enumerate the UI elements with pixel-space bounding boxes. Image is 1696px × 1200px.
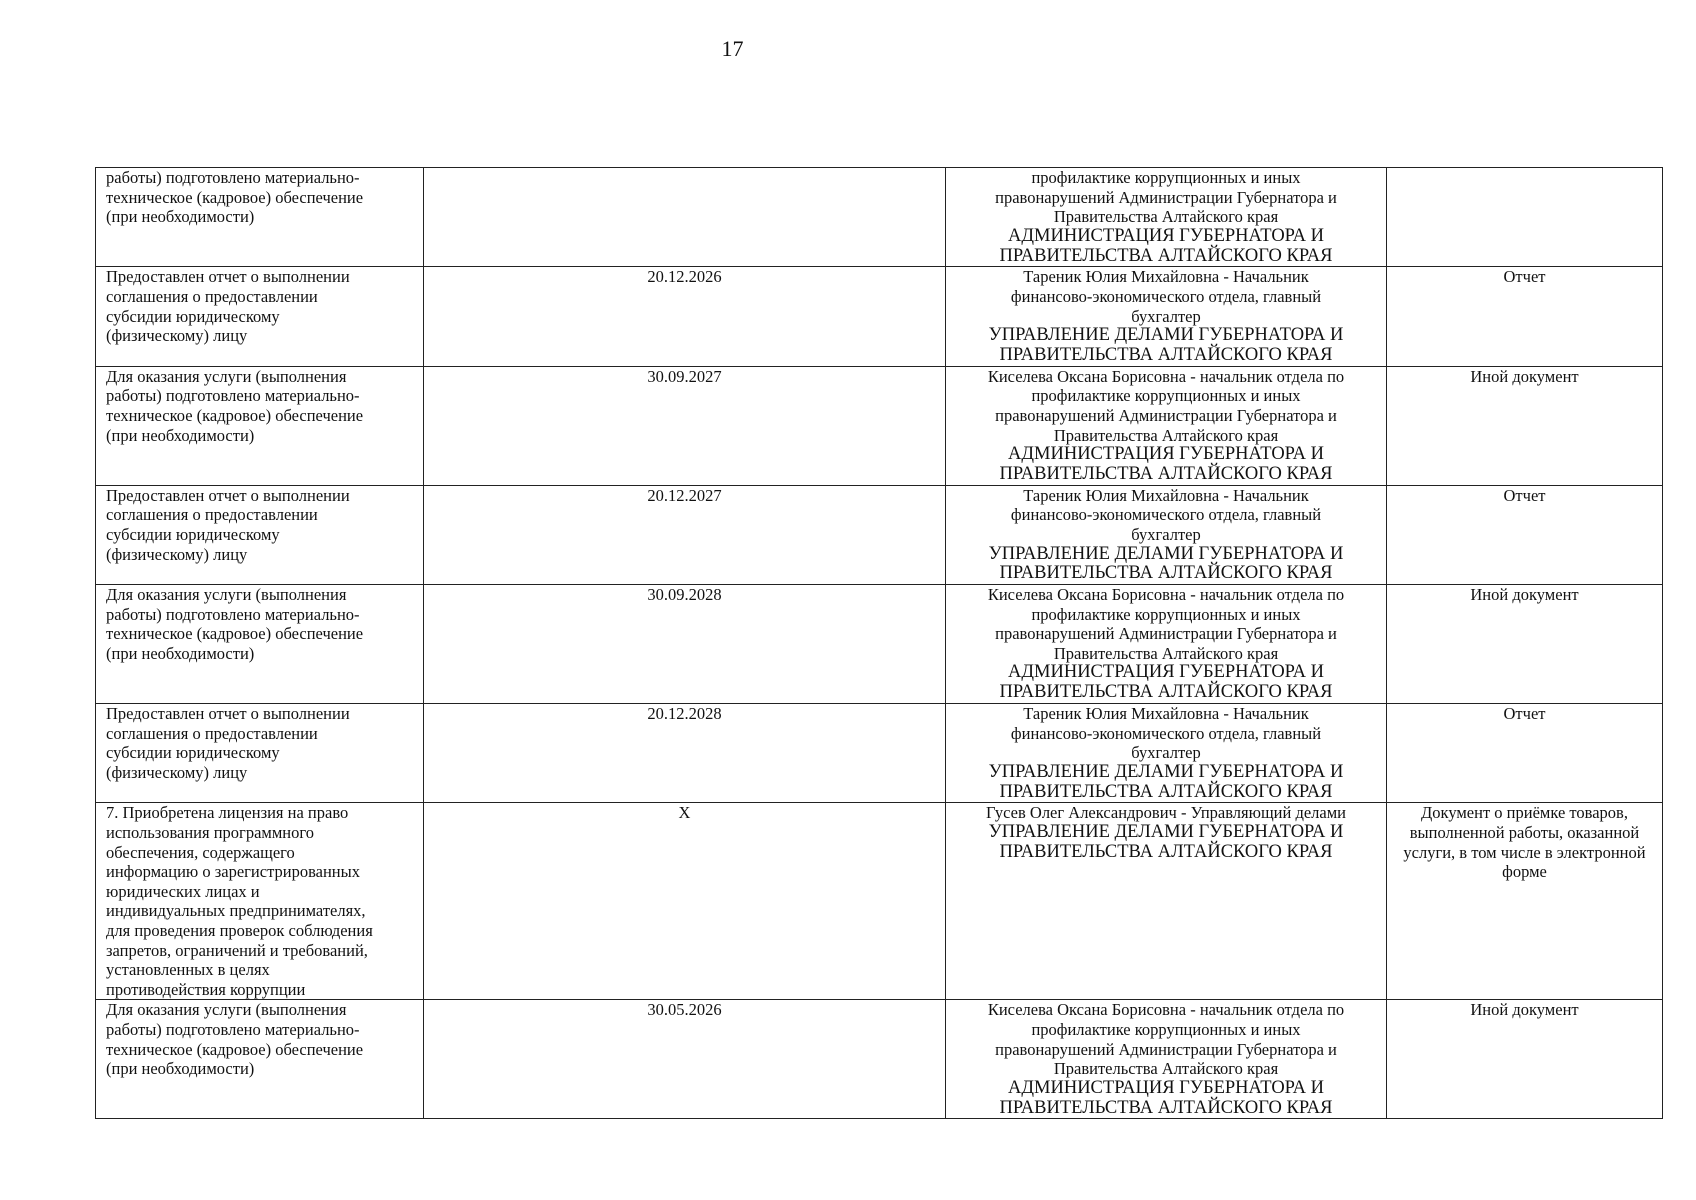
text-line: юридических лицах и <box>106 881 260 901</box>
text-line: (при необходимости) <box>106 207 255 227</box>
document-type-cell <box>1387 704 1663 803</box>
deadline-date: 20.12.2026 <box>647 267 722 287</box>
organization-line: АДМИНИСТРАЦИЯ ГУБЕРНАТОРА И <box>1008 1077 1324 1098</box>
text-line: обеспечения, содержащего <box>106 842 295 862</box>
deadline-cell <box>424 803 946 1000</box>
text-line: индивидуальных предпринимателях, <box>106 901 366 921</box>
document-type-cell <box>1387 803 1663 1000</box>
organization-line: ПРАВИТЕЛЬСТВА АЛТАЙСКОГО КРАЯ <box>999 682 1333 703</box>
organization-line: ПРАВИТЕЛЬСТВА АЛТАЙСКОГО КРАЯ <box>999 245 1333 266</box>
text-line: Тареник Юлия Михайловна - Начальник <box>1023 485 1309 505</box>
document-type-text: Отчет <box>1503 485 1546 505</box>
deadline-cell <box>424 1000 946 1119</box>
text-line: (при необходимости) <box>106 425 255 445</box>
text-line: использования программного <box>106 823 314 843</box>
table-row <box>96 267 1663 366</box>
text-line: профилактике коррупционных и иных <box>1031 1019 1301 1039</box>
plan-table <box>95 167 1663 1119</box>
text-line: правонарушений Администрации Губернатора и <box>995 405 1337 425</box>
table-row <box>96 704 1663 803</box>
document-type-text: Иной документ <box>1470 585 1579 605</box>
responsible-person-cell <box>946 366 1387 485</box>
organization-line: УПРАВЛЕНИЕ ДЕЛАМИ ГУБЕРНАТОРА И <box>988 822 1344 843</box>
organization-line: АДМИНИСТРАЦИЯ ГУБЕРНАТОРА И <box>1008 225 1324 246</box>
text-line: Правительства Алтайского края <box>1053 425 1279 445</box>
organization-line: УПРАВЛЕНИЕ ДЕЛАМИ ГУБЕРНАТОРА И <box>988 543 1344 564</box>
document-type-text: Иной документ <box>1470 1000 1579 1020</box>
event-description-cell <box>96 366 424 485</box>
document-type-cell <box>1387 267 1663 366</box>
text-line: 7. Приобретена лицензия на право <box>106 803 349 823</box>
text-line: Правительства Алтайского края <box>1053 1059 1279 1079</box>
text-line: финансово-экономического отдела, главный <box>1010 286 1322 306</box>
responsible-person-cell <box>946 267 1387 366</box>
event-description-cell <box>96 1000 424 1119</box>
organization-line: ПРАВИТЕЛЬСТВА АЛТАЙСКОГО КРАЯ <box>999 841 1333 862</box>
text-line: Киселева Оксана Борисовна - начальник отдела по <box>987 366 1345 386</box>
text-line: противодействия коррупции <box>106 979 306 999</box>
text-line: бухгалтер <box>1131 524 1201 544</box>
event-description-cell <box>96 585 424 704</box>
text-line: техническое (кадровое) обеспечение <box>106 1039 364 1059</box>
deadline-cell <box>424 485 946 584</box>
organization-line: ПРАВИТЕЛЬСТВА АЛТАЙСКОГО КРАЯ <box>999 781 1333 802</box>
text-line: правонарушений Администрации Губернатора и <box>995 1039 1337 1059</box>
document-type-text: Отчет <box>1503 704 1546 724</box>
document-type-text: Иной документ <box>1470 366 1579 386</box>
text-line: (при необходимости) <box>106 643 255 663</box>
text-line: финансово-экономического отдела, главный <box>1010 723 1322 743</box>
text-line: Киселева Оксана Борисовна - начальник отдела по <box>987 585 1345 605</box>
text-line: работы) подготовлено материально- <box>106 386 360 406</box>
text-line: соглашения о предоставлении <box>106 505 318 525</box>
text-line: установленных в целях <box>106 960 270 980</box>
deadline-cell <box>424 704 946 803</box>
text-line: (физическому) лицу <box>106 762 248 782</box>
event-description-cell <box>96 168 424 267</box>
document-type-cell <box>1387 366 1663 485</box>
organization-line: АДМИНИСТРАЦИЯ ГУБЕРНАТОРА И <box>1008 662 1324 683</box>
table-row <box>96 803 1663 1000</box>
responsible-person-cell <box>946 485 1387 584</box>
organization-line: УПРАВЛЕНИЕ ДЕЛАМИ ГУБЕРНАТОРА И <box>988 761 1344 782</box>
responsible-person-cell <box>946 803 1387 1000</box>
organization-line: АДМИНИСТРАЦИЯ ГУБЕРНАТОРА И <box>1008 444 1324 465</box>
text-line: профилактике коррупционных и иных <box>1031 386 1301 406</box>
deadline-cell <box>424 366 946 485</box>
text-line: финансово-экономического отдела, главный <box>1010 505 1322 525</box>
text-line: соглашения о предоставлении <box>106 723 318 743</box>
deadline-date: 20.12.2028 <box>647 704 722 724</box>
document-type-text: Отчет <box>1503 267 1546 287</box>
text-line: техническое (кадровое) обеспечение <box>106 187 364 207</box>
text-line: субсидии юридическому <box>106 306 280 326</box>
organization-line: ПРАВИТЕЛЬСТВА АЛТАЙСКОГО КРАЯ <box>999 1097 1333 1118</box>
table-row <box>96 485 1663 584</box>
deadline-date: 30.09.2028 <box>647 585 722 605</box>
document-type-cell <box>1387 1000 1663 1119</box>
responsible-person-cell <box>946 585 1387 704</box>
text-line: Правительства Алтайского края <box>1053 207 1279 227</box>
organization-line: ПРАВИТЕЛЬСТВА АЛТАЙСКОГО КРАЯ <box>999 463 1333 484</box>
text-line: Предоставлен отчет о выполнении <box>106 267 350 287</box>
text-line: Правительства Алтайского края <box>1053 643 1279 663</box>
deadline-date: X <box>678 803 691 823</box>
text-line: бухгалтер <box>1131 306 1201 326</box>
event-description-cell <box>96 485 424 584</box>
text-line: Гусев Олег Александрович - Управляющий делами <box>985 803 1346 823</box>
deadline-date: 20.12.2027 <box>647 485 722 505</box>
text-line: соглашения о предоставлении <box>106 286 318 306</box>
table-row <box>96 366 1663 485</box>
deadline-date: 30.09.2027 <box>647 366 722 386</box>
text-line: запретов, ограничений и требований, <box>106 940 368 960</box>
event-description-cell <box>96 803 424 1000</box>
deadline-cell <box>424 267 946 366</box>
text-line: Для оказания услуги (выполнения <box>106 585 347 605</box>
table-row <box>96 585 1663 704</box>
text-line: (при необходимости) <box>106 1059 255 1079</box>
text-line: Тареник Юлия Михайловна - Начальник <box>1023 704 1309 724</box>
document-type-cell <box>1387 485 1663 584</box>
deadline-date: 30.05.2026 <box>647 1000 722 1020</box>
responsible-person-cell <box>946 1000 1387 1119</box>
text-line: техническое (кадровое) обеспечение <box>106 405 364 425</box>
deadline-cell <box>424 585 946 704</box>
text-line: Для оказания услуги (выполнения <box>106 366 347 386</box>
page-number: 17 <box>721 36 744 61</box>
text-line: Предоставлен отчет о выполнении <box>106 704 350 724</box>
document-type-text: Документ о приёмке товаров, выполненной работы, оказанной услуги, в том числе в электронной форме <box>1403 803 1646 882</box>
text-line: субсидии юридическому <box>106 743 280 763</box>
text-line: Тареник Юлия Михайловна - Начальник <box>1023 267 1309 287</box>
text-line: (физическому) лицу <box>106 326 248 346</box>
text-line: профилактике коррупционных и иных <box>1031 604 1301 624</box>
text-line: Киселева Оксана Борисовна - начальник отдела по <box>987 1000 1345 1020</box>
document-type-cell <box>1387 585 1663 704</box>
text-line: работы) подготовлено материально- <box>106 168 360 187</box>
table-row <box>96 1000 1663 1119</box>
text-line: Предоставлен отчет о выполнении <box>106 485 350 505</box>
event-description-cell <box>96 267 424 366</box>
event-description-cell <box>96 704 424 803</box>
text-line: бухгалтер <box>1131 743 1201 763</box>
text-line: профилактике коррупционных и иных <box>1031 168 1301 187</box>
organization-line: ПРАВИТЕЛЬСТВА АЛТАЙСКОГО КРАЯ <box>999 344 1333 365</box>
deadline-cell <box>424 168 946 267</box>
text-line: информацию о зарегистрированных <box>106 862 360 882</box>
responsible-person-cell <box>946 168 1387 267</box>
responsible-person-cell <box>946 704 1387 803</box>
text-line: работы) подготовлено материально- <box>106 604 360 624</box>
text-line: правонарушений Администрации Губернатора и <box>995 187 1337 207</box>
text-line: субсидии юридическому <box>106 524 280 544</box>
table-row <box>96 168 1663 267</box>
text-line: работы) подготовлено материально- <box>106 1019 360 1039</box>
organization-line: ПРАВИТЕЛЬСТВА АЛТАЙСКОГО КРАЯ <box>999 563 1333 584</box>
text-line: техническое (кадровое) обеспечение <box>106 624 364 644</box>
text-line: для проведения проверок соблюдения <box>106 921 373 940</box>
text-line: Для оказания услуги (выполнения <box>106 1000 347 1020</box>
document-type-cell <box>1387 168 1663 267</box>
text-line: (физическому) лицу <box>106 544 248 564</box>
text-line: правонарушений Администрации Губернатора и <box>995 624 1337 644</box>
organization-line: УПРАВЛЕНИЕ ДЕЛАМИ ГУБЕРНАТОРА И <box>988 325 1344 346</box>
